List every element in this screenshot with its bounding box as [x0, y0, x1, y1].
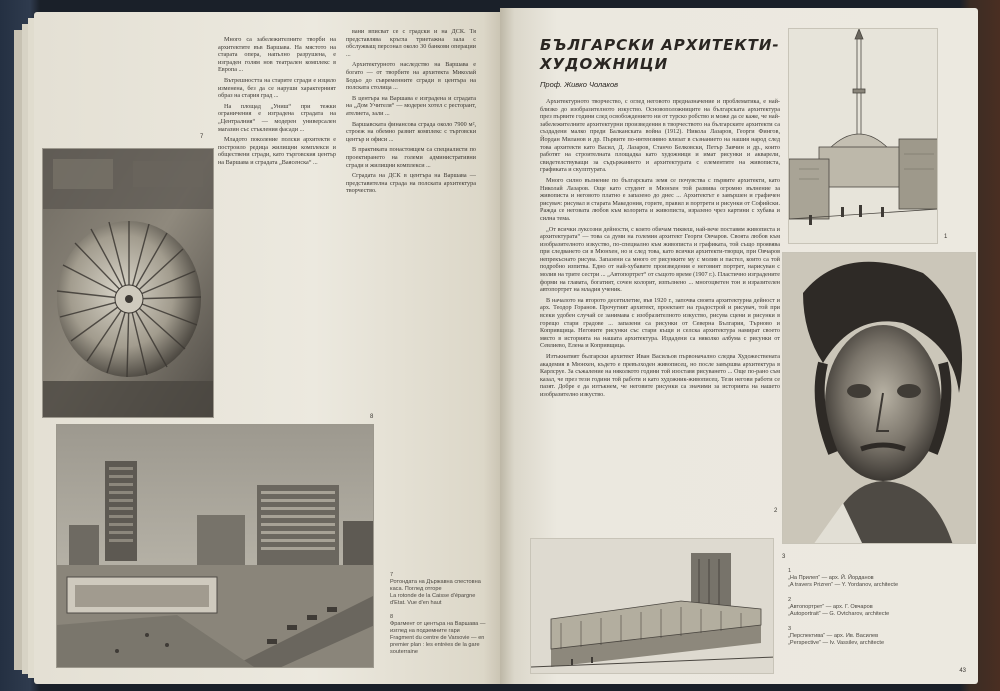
paragraph: Младото поколение полски архитекти е построило редица жилищни комплекси и обществени сгради, като търговския център на Варшава и сградата „Ваясенска“ ...	[218, 136, 336, 166]
paragraph: В началото на второто десетилетие, във 1920 г., започва своята архитектурна дейност и арх. Теодор Горанов. Прочутият архитект, проектант на градострой и рисувач, той при всеки удобен случай се занимава с изобразителното изкуство, рисува сцени и рисунки в горещо стари градове ... запазени са рисунки от Северна България, Търново и Копривщица. Неговите рисунки със стари къщи и селска архитектура намират своето място в историята на нашата архитектура. Издадени са няколко албума с рисунки от Севлиево, Елена и Копривщица.	[540, 296, 780, 350]
caption-text-fr: Fragment du centre de Varsovie — en premier plan : les entrées de la gare souterraine	[390, 635, 485, 655]
paragraph: В центъра на Варшава е изградена и сградата на „Дом Учителя“ — модерен хотел с ресторант, ателиета, зали ...	[346, 94, 476, 117]
paragraph: Архитектурното наследство на Варшава е богато — от творбите на архитекта Миколай Бодьо до съвременните сгради в центъра на полската столица ...	[346, 61, 476, 92]
article-author: Проф. Живко Чолаков	[540, 80, 619, 89]
paragraph: В практиката понастоящем са специалисти по проектирането на големи административни сгради и жилищни комплекси ...	[346, 146, 476, 169]
captions-list	[788, 568, 958, 647]
left-text-column-2	[346, 28, 476, 428]
paragraph: Много силно вълнение по българската земя се почувства с първите архитекти, като Николай Лазаров. Още като студент в Мюнхен той развива огромно вълнение за живописта и неговото платно е запазено до днес ... Архитектът е завършен и графичен рисувач: рисувал и старата Македония, горите, правил и портрети и рисунки от Софийски. Ражда се неговата любов към колорита и живописта, изразено чрез картини с хубава и силна тема.	[540, 176, 780, 222]
caption-item	[788, 568, 958, 589]
left-page	[34, 12, 502, 684]
caption-text-fr: „A travers Prizren“ — Y. Yordanov, architecte	[788, 582, 899, 588]
caption-number: 1	[788, 568, 792, 574]
figure-number: 3	[782, 554, 786, 560]
caption-8	[390, 614, 490, 656]
paragraph: На площад „Униш“ при тежки ограничения е изградена сградата на „Централния“ — модерен универсален магазин със стъкления фасади ...	[218, 102, 336, 133]
caption-text-bg: Фрагмент от центъра на Варшава — изглед на подземните гари	[390, 621, 486, 634]
caption-number: 8	[390, 614, 394, 620]
paragraph: вани вписват се с градски и на ДСК. Тя представлява кръгла триетажна зала с обслужващ персонал около 30 банкови операции ...	[346, 28, 476, 58]
caption-text-bg: „Автопортрет“ — арх. Г. Овчаров	[788, 604, 873, 610]
sketch-perspective-building	[530, 538, 774, 674]
paragraph: Вътрешността на старите сгради е изцяло изменена, без да се наруши характерният образ на стария град ...	[218, 76, 336, 100]
caption-text-bg: Ротондата на Държавна спестовна каса. Поглед отгоре	[390, 579, 481, 592]
right-page	[500, 8, 978, 684]
figure-number: 8	[370, 414, 374, 420]
right-text-column	[540, 98, 780, 518]
caption-number: 2	[788, 597, 792, 603]
caption-text-bg: „Перспектива“ — арх. Ив. Василев	[788, 633, 879, 639]
caption-text-fr: „Autoportrait“ — G. Ovtcharov, architecte	[788, 611, 890, 617]
caption-item	[788, 626, 958, 647]
sketch-street-minaret	[788, 28, 938, 244]
article-title: БЪЛГАРСКИ АРХИТЕКТИ-ХУДОЖНИЦИ	[540, 36, 780, 73]
caption-text-fr: La rotonde de la Caisse d'épargne d'Etat. Vue d'en haut	[390, 593, 476, 606]
paragraph: Сградата на ДСК в центъра на Варшава — представителна сграда на полската архитектура творчество.	[346, 172, 476, 195]
caption-number: 3	[788, 626, 792, 632]
paragraph: Архитектурното творчество, с оглед неговото предназначение и проблематика, е най-близко до изобразителното изкуство. Основоположниците на българската архитектура през първите години след освобождението ни от турско робство и може да се каже, че най-забележителните архитектурни произведения в творчеството на българските архитекти са създадени малко преди Балканската война (1912). Никола Лазаров, Георги Фингов, Йордан Миланов и др. Първите по-интензивно влизат в съзнанието на нашия народ след това архитекти като Васил, Д. Лазаров, Станчо Белковски, Петър Завчин и др., които работят на строителната площадка като художници и имат рисунки и акварели, свидетелствуващи за съдържанието и архитектурата с елементите на живописта, графиката и скулптурата.	[540, 98, 780, 174]
caption-7	[390, 572, 490, 607]
figure-number: 2	[774, 508, 778, 514]
caption-text-bg: „На Прилеп“ — арх. Й. Йорданов	[788, 575, 874, 581]
caption-text-fr: „Perspective“ — Iv. Vassilev, architecte	[788, 640, 885, 646]
caption-item	[788, 597, 958, 618]
figure-number: 7	[200, 134, 204, 140]
photo-rotunda	[42, 148, 214, 418]
paragraph: Изтъкнатият български архитект Иван Васильов първоначално следва Художествената академия в Мюнхен, където е превъзходен живописец, но после завършва архитектура в Карлсруе. За съжаление на няколкото години той изоставя рисуването ... Още по-рано съм казал, че през тези години той работи и като художник-живописец. Тези негови работи се пазят. Добре е да изтъкнем, че неговите рисунки са значими за историята на нашето изобразително изкуство.	[540, 353, 780, 398]
left-text-column-1	[218, 36, 336, 426]
page-number: 43	[959, 668, 966, 674]
figure-number: 1	[944, 234, 948, 240]
painting-self-portrait	[782, 252, 976, 544]
paragraph: Варшавската финансова сграда около 7900 м², строеж на обемно развит комплекс с търговски център и офиси ...	[346, 120, 476, 143]
paragraph: „От всички луксозни дейности, с които обичам тиквеш, най-вече поставям живописта и архитектурата“ — това са думи на големия архитект Георги Овчаров. Своята любов към изобразителното изкуство, по-специално към живописта и графиката, той също проявява при следването си в Мюнхен, но и след това, като всички архитекти-творци, при Овчаров непрекъснато рисува. Запазени са много от рисунките му с молив и пастел, които са той подробно изпитва. Едно от най-хубавите произведения е неговият портрет, нарисуван с молив на трите сестри ... „Автопортрет“ от същото време (1907 г.). Пластично изградените форми на главата, богатият, сочен колорит, изпълнено ... многоцветен тон и изразителен автопортрет на младия ученик.	[540, 225, 780, 294]
photo-city-center	[56, 424, 374, 668]
paragraph: Много са забележителните творби на архитектите във Варшава. На мястото на старата опера, напълно разрушена, е изграден голям нов театрален комплекс в Европа ...	[218, 36, 336, 74]
caption-number: 7	[390, 572, 394, 578]
